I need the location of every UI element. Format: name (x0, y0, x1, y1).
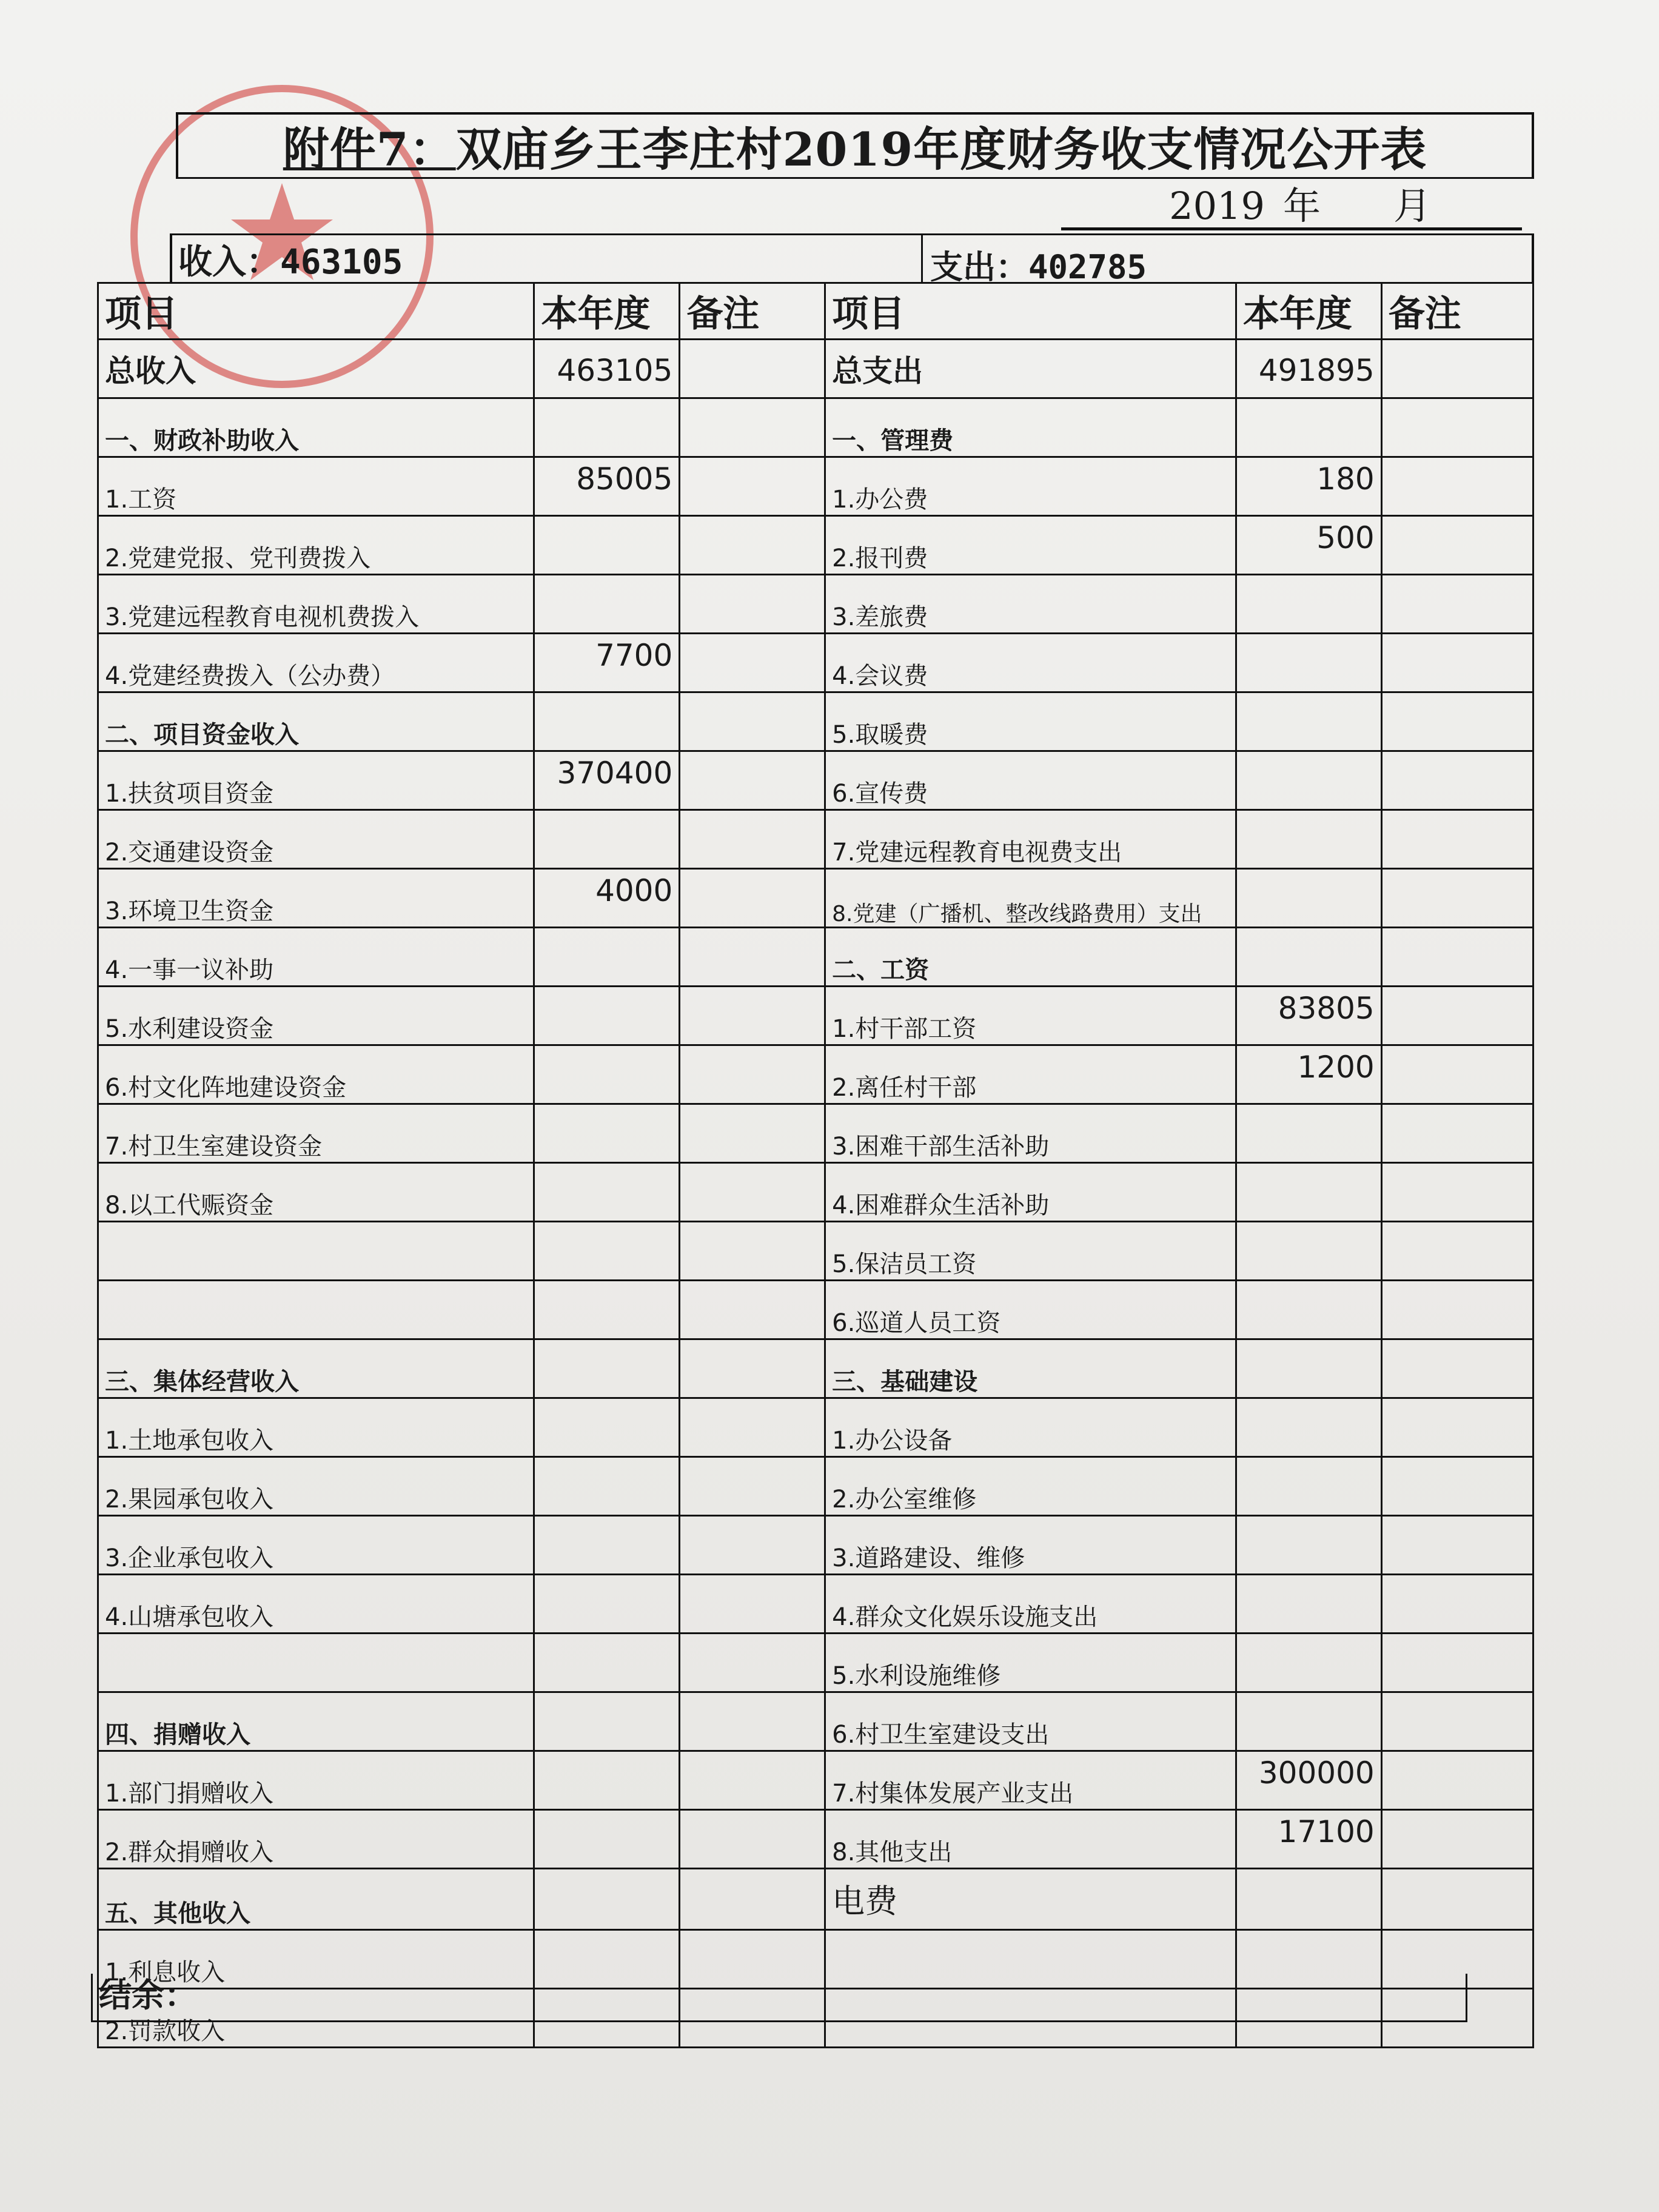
summary-divider (921, 235, 923, 284)
expense-remark (1381, 987, 1533, 1045)
income-item: 4.山塘承包收入 (98, 1575, 534, 1634)
expense-item: 1.村干部工资 (825, 987, 1236, 1045)
expense-remark (1381, 1575, 1533, 1634)
expense-value (1236, 1634, 1381, 1692)
income-summary: 收入：463105 (178, 243, 403, 282)
expense-value (1236, 1163, 1381, 1222)
income-item: 3.企业承包收入 (98, 1516, 534, 1575)
table-row (98, 398, 1533, 457)
income-item: 1.土地承包收入 (98, 1398, 534, 1457)
table-row (98, 928, 1533, 987)
income-item: 2.群众捐赠收入 (98, 1810, 534, 1869)
income-value (534, 1692, 680, 1751)
expense-item: 6.宣传费 (825, 751, 1236, 810)
expense-value (1236, 869, 1381, 928)
expense-item: 5.水利设施维修 (825, 1634, 1236, 1692)
income-value (534, 1869, 680, 1930)
expense-value: 17100 (1236, 1810, 1381, 1869)
income-item: 2.交通建设资金 (98, 810, 534, 869)
expense-item: 5.保洁员工资 (825, 1222, 1236, 1281)
expense-item: 1.办公设备 (825, 1398, 1236, 1457)
expense-value: 83805 (1236, 987, 1381, 1045)
income-value (534, 928, 680, 987)
expense-item-header: 项目 (825, 283, 1236, 340)
income-remark (680, 1575, 825, 1634)
income-item: 三、集体经营收入 (98, 1339, 534, 1398)
income-value (534, 1516, 680, 1575)
table-row (98, 1398, 1533, 1457)
income-value: 7700 (534, 634, 680, 692)
table-row (98, 1281, 1533, 1339)
totals-row (98, 340, 1533, 398)
title-row (176, 112, 1534, 179)
income-item-header: 项目 (98, 283, 534, 340)
expense-value (1236, 1398, 1381, 1457)
table-row (98, 1751, 1533, 1810)
expense-value (1236, 1222, 1381, 1281)
table-row (98, 751, 1533, 810)
date-year-unit: 年 (1282, 184, 1321, 228)
table-row (98, 1516, 1533, 1575)
balance-label: 结余： (91, 1974, 1467, 2022)
expense-item: 4.群众文化娱乐设施支出 (825, 1575, 1236, 1634)
income-item: 2.罚款收入 (98, 1989, 534, 2048)
income-value (534, 1751, 680, 1810)
expense-item: 5.取暖费 (825, 692, 1236, 751)
income-value (534, 987, 680, 1045)
title-prefix: 附件7： (283, 122, 456, 176)
table-row (98, 516, 1533, 575)
expense-remark-header: 备注 (1381, 283, 1533, 340)
income-item (98, 1634, 534, 1692)
table-row (98, 1104, 1533, 1163)
expense-remark (1381, 1457, 1533, 1516)
income-remark (680, 751, 825, 810)
table-row (98, 1692, 1533, 1751)
total-expense-label: 总支出 (825, 340, 1236, 398)
table-row (98, 1339, 1533, 1398)
income-remark (680, 1692, 825, 1751)
expense-value (1236, 1104, 1381, 1163)
expense-item: 3.差旅费 (825, 575, 1236, 634)
income-value: 4000 (534, 869, 680, 928)
income-value (534, 1104, 680, 1163)
income-remark (680, 1104, 825, 1163)
expense-item: 3.困难干部生活补助 (825, 1104, 1236, 1163)
expense-value (1236, 398, 1381, 457)
income-value (534, 575, 680, 634)
expense-remark (1381, 1751, 1533, 1810)
expense-remark (1381, 928, 1533, 987)
expense-item: 4.困难群众生活补助 (825, 1163, 1236, 1222)
income-remark (680, 692, 825, 751)
income-value (534, 1810, 680, 1869)
expense-remark (1381, 1339, 1533, 1398)
finance-sheet (97, 112, 1534, 2045)
income-item: 1.工资 (98, 457, 534, 516)
expense-item: 三、基础建设 (825, 1339, 1236, 1398)
expense-value (1236, 575, 1381, 634)
income-item (98, 1281, 534, 1339)
expense-item: 6.村卫生室建设支出 (825, 1692, 1236, 1751)
expense-item: 8.其他支出 (825, 1810, 1236, 1869)
expense-value (1236, 1516, 1381, 1575)
expense-value (1236, 1575, 1381, 1634)
expense-remark (1381, 1104, 1533, 1163)
expense-remark (1381, 692, 1533, 751)
income-remark (680, 869, 825, 928)
table-row (98, 457, 1533, 516)
income-value (534, 1045, 680, 1104)
expense-item: 3.道路建设、维修 (825, 1516, 1236, 1575)
income-value (534, 1339, 680, 1398)
expense-value (1236, 692, 1381, 751)
income-item: 一、财政补助收入 (98, 398, 534, 457)
table-row (98, 1045, 1533, 1104)
income-item: 四、捐赠收入 (98, 1692, 534, 1751)
expense-value (1236, 1869, 1381, 1930)
income-remark (680, 987, 825, 1045)
expense-value: 1200 (1236, 1045, 1381, 1104)
income-value (534, 1222, 680, 1281)
income-remark (680, 1339, 825, 1398)
expense-value (1236, 751, 1381, 810)
income-remark (680, 634, 825, 692)
expense-item: 1.办公费 (825, 457, 1236, 516)
date-month-unit: 月 (1393, 184, 1431, 228)
income-item: 6.村文化阵地建设资金 (98, 1045, 534, 1104)
income-value (534, 398, 680, 457)
expense-remark (1381, 1045, 1533, 1104)
income-remark (680, 1222, 825, 1281)
income-value: 85005 (534, 457, 680, 516)
expense-value: 500 (1236, 516, 1381, 575)
income-value (534, 1398, 680, 1457)
expense-item: 2.办公室维修 (825, 1457, 1236, 1516)
expense-remark (1381, 516, 1533, 575)
expense-year-header: 本年度 (1236, 283, 1381, 340)
income-value (534, 1281, 680, 1339)
summary-row (170, 233, 1534, 286)
income-item: 2.果园承包收入 (98, 1457, 534, 1516)
page-title: 双庙乡王李庄村2019年度财务收支情况公开表 (455, 122, 1427, 176)
expense-value (1236, 1457, 1381, 1516)
expense-item: 一、管理费 (825, 398, 1236, 457)
income-item: 2.党建党报、党刊费拨入 (98, 516, 534, 575)
table-row (98, 1810, 1533, 1869)
expense-remark (1381, 1281, 1533, 1339)
income-remark (680, 1810, 825, 1869)
expense-item: 4.会议费 (825, 634, 1236, 692)
income-item: 5.水利建设资金 (98, 987, 534, 1045)
expense-value (1236, 1281, 1381, 1339)
income-remark (680, 398, 825, 457)
expense-value (1236, 928, 1381, 987)
income-item: 4.一事一议补助 (98, 928, 534, 987)
expense-remark (1381, 1398, 1533, 1457)
income-remark (680, 1869, 825, 1930)
table-row (98, 575, 1533, 634)
expense-remark (1381, 1163, 1533, 1222)
table-row (98, 1222, 1533, 1281)
expense-remark (1381, 810, 1533, 869)
expense-remark (1381, 398, 1533, 457)
expense-value (1236, 810, 1381, 869)
table-row (98, 692, 1533, 751)
income-remark (680, 1281, 825, 1339)
income-remark (680, 1516, 825, 1575)
total-income-label: 总收入 (98, 340, 534, 398)
table-row (98, 1869, 1533, 1930)
income-remark (680, 1457, 825, 1516)
table-row (98, 810, 1533, 869)
expense-remark (1381, 751, 1533, 810)
income-item: 4.党建经费拨入（公办费） (98, 634, 534, 692)
income-item (98, 1222, 534, 1281)
expense-remark (1381, 1692, 1533, 1751)
income-item: 五、其他收入 (98, 1869, 534, 1930)
income-remark (680, 1634, 825, 1692)
income-remark (680, 928, 825, 987)
date-year: 2019 (1169, 184, 1265, 228)
income-remark (680, 457, 825, 516)
income-item: 3.党建远程教育电视机费拨入 (98, 575, 534, 634)
expense-remark (1381, 575, 1533, 634)
expense-remark (1381, 1222, 1533, 1281)
expense-remark (1381, 1516, 1533, 1575)
expense-value (1236, 634, 1381, 692)
expense-item: 二、工资 (825, 928, 1236, 987)
income-value (534, 1163, 680, 1222)
income-item: 8.以工代赈资金 (98, 1163, 534, 1222)
total-expense-value: 491895 (1236, 340, 1381, 398)
expense-item: 2.离任村干部 (825, 1045, 1236, 1104)
income-item: 7.村卫生室建设资金 (98, 1104, 534, 1163)
table-row (98, 634, 1533, 692)
income-item: 1.部门捐赠收入 (98, 1751, 534, 1810)
income-item: 1.利息收入 (98, 1930, 534, 1989)
date-line (1061, 182, 1522, 230)
expense-value (1236, 1339, 1381, 1398)
expense-remark (1381, 869, 1533, 928)
income-value (534, 1634, 680, 1692)
table-row (98, 869, 1533, 928)
remark-cell (680, 340, 825, 398)
income-value (534, 516, 680, 575)
expense-item: 7.党建远程教育电视费支出 (825, 810, 1236, 869)
expense-item: 2.报刊费 (825, 516, 1236, 575)
income-remark-header: 备注 (680, 283, 825, 340)
remark-cell (1381, 340, 1533, 398)
expense-item: 6.巡道人员工资 (825, 1281, 1236, 1339)
expense-value (1236, 1692, 1381, 1751)
expense-remark (1381, 1634, 1533, 1692)
expense-item: 8.党建（广播机、整改线路费用）支出 (825, 869, 1236, 928)
expense-remark (1381, 634, 1533, 692)
header-row (98, 283, 1533, 340)
income-value (534, 692, 680, 751)
income-remark (680, 1045, 825, 1104)
income-item: 二、项目资金收入 (98, 692, 534, 751)
finance-table (97, 282, 1534, 2048)
income-value (534, 1575, 680, 1634)
table-row (98, 987, 1533, 1045)
table-row (98, 1634, 1533, 1692)
expense-remark (1381, 1869, 1533, 1930)
income-remark (680, 1163, 825, 1222)
expense-value: 300000 (1236, 1751, 1381, 1810)
expense-remark (1381, 1810, 1533, 1869)
expense-remark (1381, 457, 1533, 516)
income-remark (680, 810, 825, 869)
income-value (534, 1457, 680, 1516)
total-income-value: 463105 (534, 340, 680, 398)
income-remark (680, 575, 825, 634)
income-remark (680, 1398, 825, 1457)
income-remark (680, 1751, 825, 1810)
expense-summary: 支出：402785 (930, 248, 1147, 286)
table-row (98, 1575, 1533, 1634)
income-item: 1.扶贫项目资金 (98, 751, 534, 810)
income-remark (680, 516, 825, 575)
income-value: 370400 (534, 751, 680, 810)
income-item: 3.环境卫生资金 (98, 869, 534, 928)
income-year-header: 本年度 (534, 283, 680, 340)
income-value (534, 810, 680, 869)
expense-item: 电费 (825, 1869, 1236, 1930)
expense-value: 180 (1236, 457, 1381, 516)
table-row (98, 1163, 1533, 1222)
expense-item: 7.村集体发展产业支出 (825, 1751, 1236, 1810)
table-row (98, 1457, 1533, 1516)
